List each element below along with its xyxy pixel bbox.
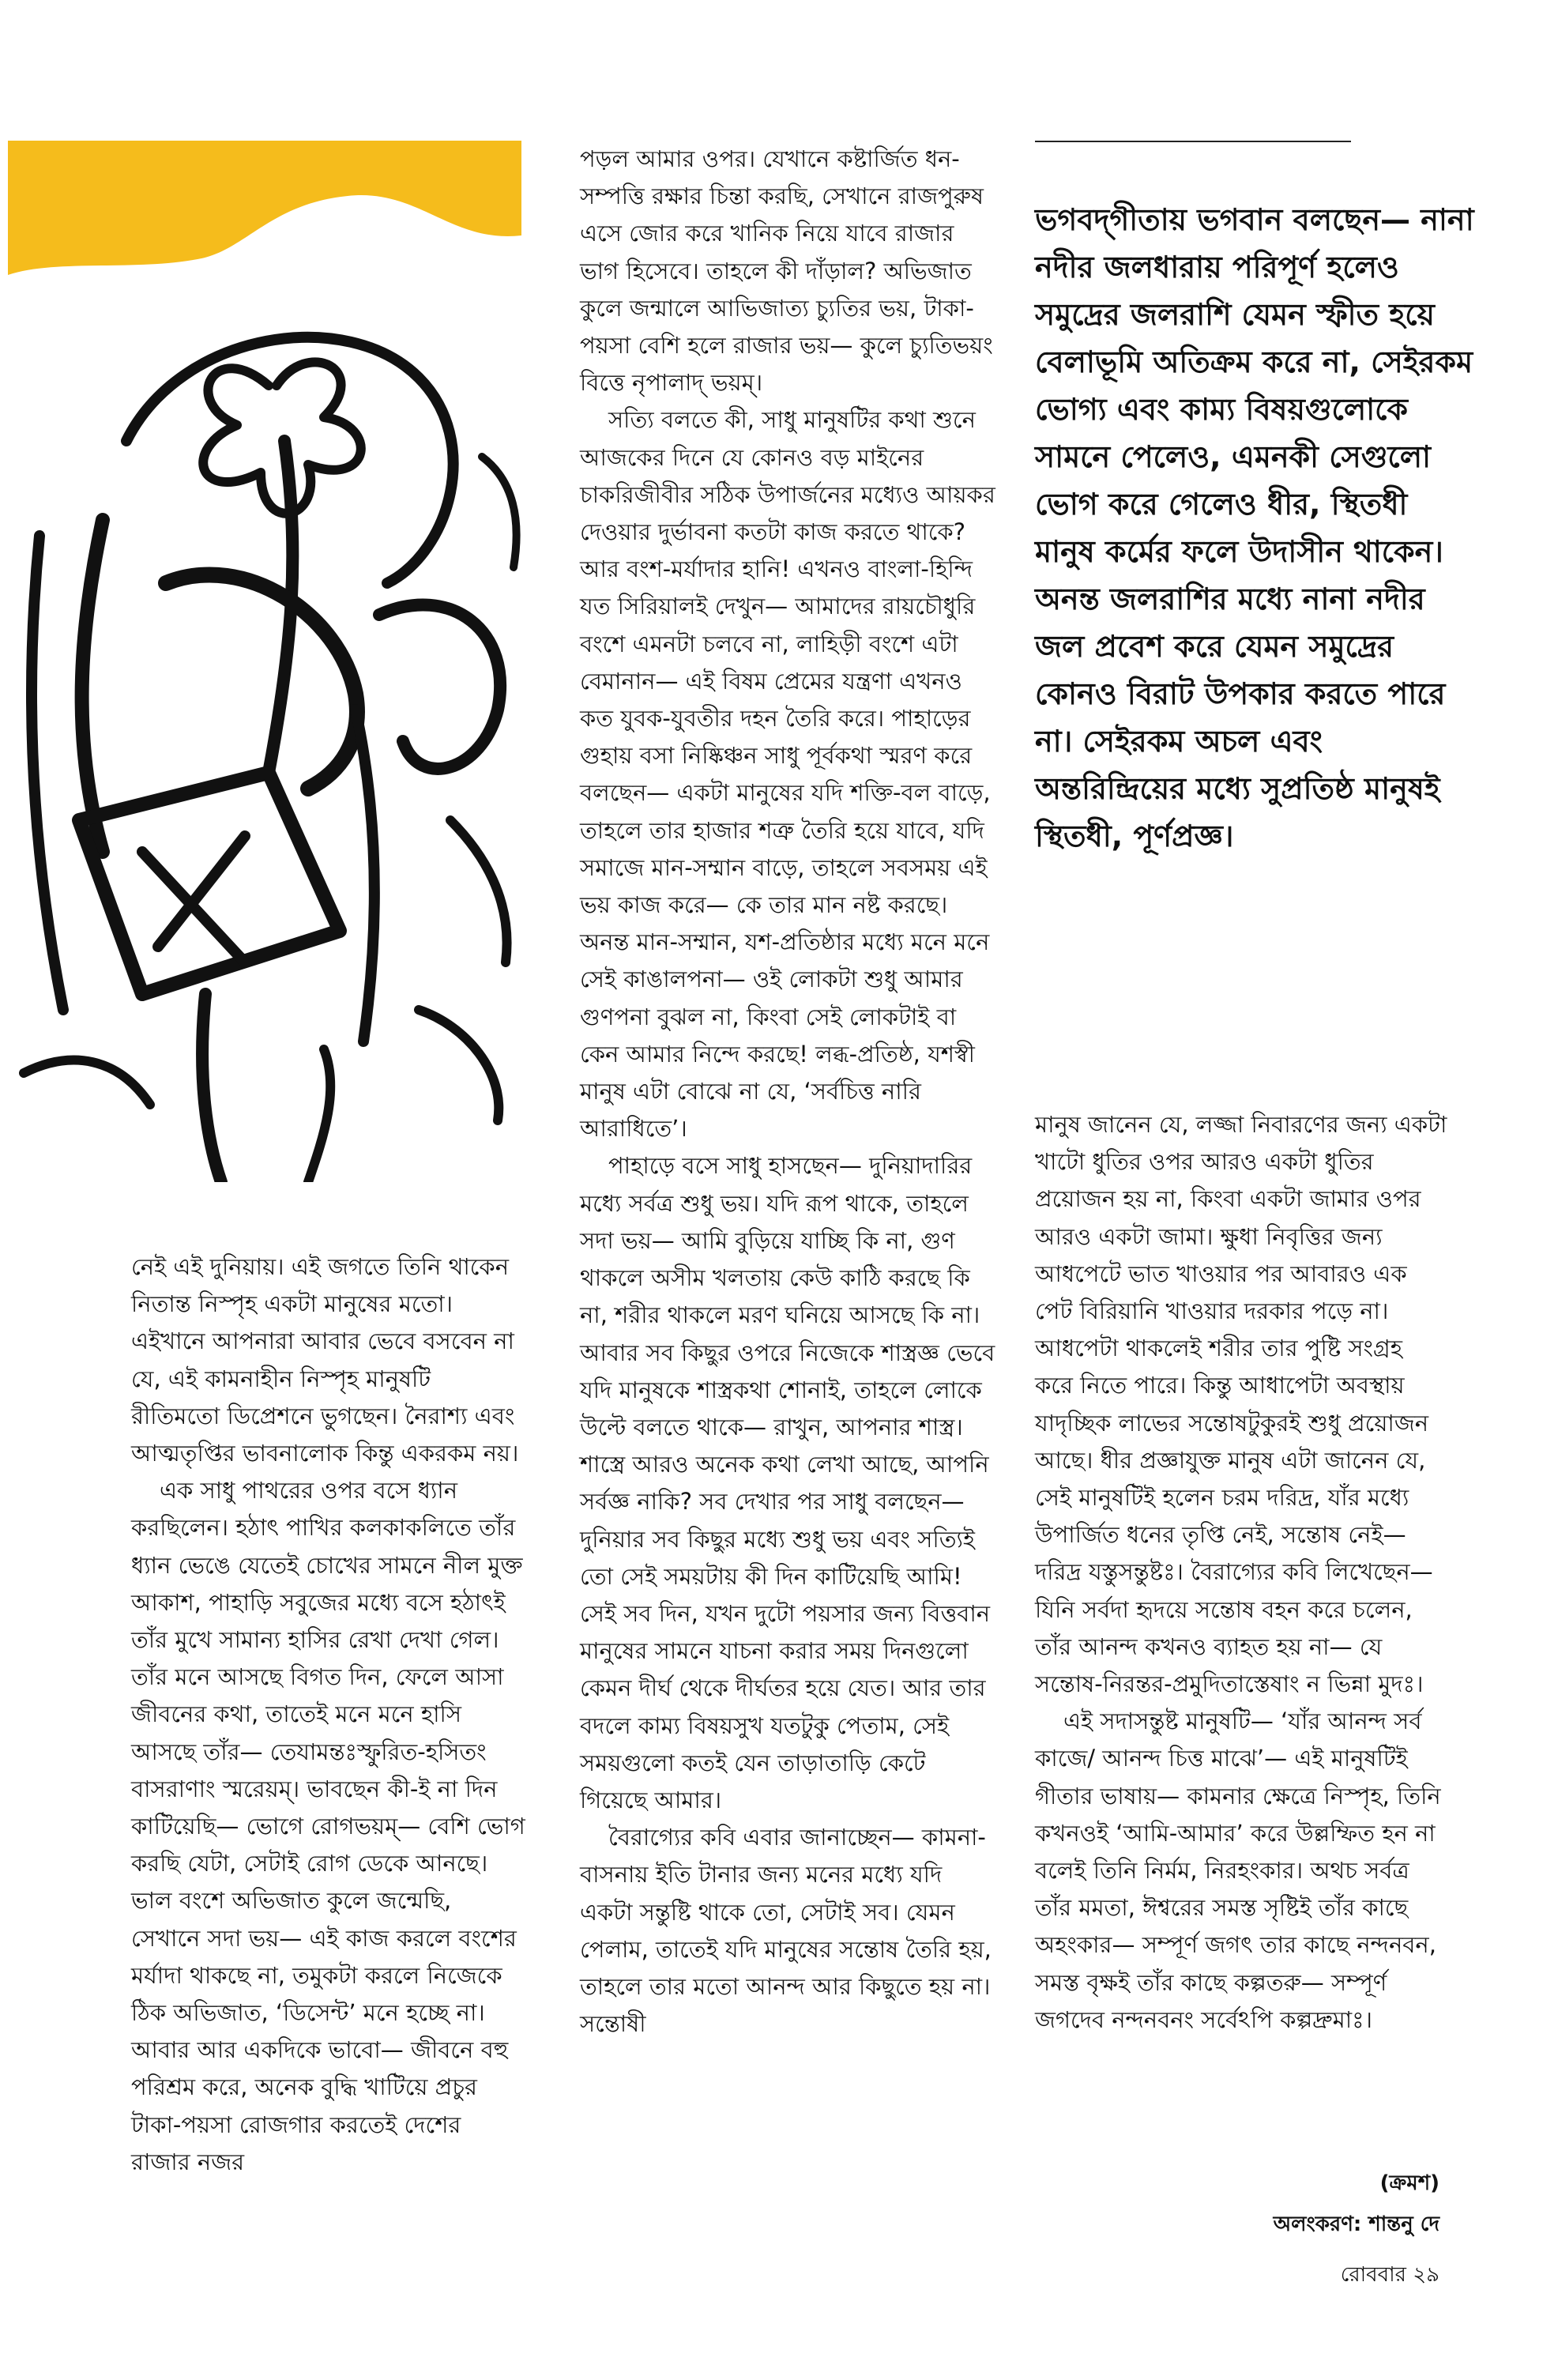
column2-paragraph-4: বৈরাগ্যের কবি এবার জানাচ্ছেন— কামনা-বাসনায় ইতি টানার জন্য মনের মধ্যে যদি একটা সন্তুষ্টি থাকে তো, সেটাই সব। যেমন পেলাম, তাতেই যদি মানুষের সন্তোষ তৈরি হয়, তাহলে তার মতো আনন্দ আর কিছুতে হয় না। সন্তোষী [580, 1824, 992, 2038]
column3-paragraph-1: মানুষ জানেন যে, লজ্জা নিবারণের জন্য একটা খাটো ধুতির ওপর আরও একটা ধুতির প্রয়োজন হয় না, কিংবা একটা জামার ওপর আরও একটা জামা। ক্ষুধা নিবৃত্তির জন্য আধপেটে ভাত খাওয়ার পর আবারও এক পেট বিরিয়ানি খাওয়ার দরকার পড়ে না। আধপেটা থাকলেই শরীর তার পুষ্টি সংগ্রহ করে নিতে পারে। কিন্তু আধাপেটা অবস্থায় যাদৃচ্ছিক লাভের সন্তোষটুকুরই শুধু প্রয়োজন আছে। ধীর প্রজ্ঞাযুক্ত মানুষ এটা জানেন যে, সেই মানুষটিই হলেন চরম দরিদ্র, যাঁর মধ্যে উপার্জিত ধনের তৃপ্তি নেই, সন্তোষ নেই— দরিদ্র যস্তুসন্তুষ্টঃ। বৈরাগ্যের কবি লিখেছেন— যিনি সর্বদা হৃদয়ে সন্তোষ বহন করে চলেন, তাঁর আনন্দ কখনও ব্যাহত হয় না— যে সন্তোষ-নিরন্তর-প্রমুদিতাস্তেষাং ন ভিন্না মুদঃ। [1035, 1111, 1447, 1698]
column2-paragraph-3: পাহাড়ে বসে সাধু হাসছেন— দুনিয়াদারির মধ্যে সর্বত্র শুধু ভয়। যদি রূপ থাকে, তাহলে সদা ভয়— আমি বুড়িয়ে যাচ্ছি কি না, গুণ থাকলে অসীম খলতায় কেউ কাঠি করছে কি না, শরীর থাকলে মরণ ঘনিয়ে আসছে কি না। আবার সব কিছুর ওপরে নিজেকে শাস্ত্রজ্ঞ ভেবে যদি মানুষকে শাস্ত্রকথা শোনাই, তাহলে লোকে উল্টে বলতে থাকে— রাখুন, আপনার শাস্ত্র। শাস্ত্রে আরও অনেক কথা লেখা আছে, আপনি সর্বজ্ঞ নাকি? সব দেখার পর সাধু বলছেন— দুনিয়ার সব কিছুর মধ্যে শুধু ভয় এবং সত্যিই তো সেই সময়টায় কী দিন কাটিয়েছি আমি! সেই সব দিন, যখন দুটো পয়সার জন্য বিত্তবান মানুষের সামনে যাচনা করার সময় দিনগুলো কেমন দীর্ঘ থেকে দীর্ঘতর হয়ে যেত। আর তার বদলে কাম্য বিষয়সুখ যতটুকু পেতাম, সেই সময়গুলো কতই যেন তাড়াতাড়ি কেটে গিয়েছে আমার। [580, 1152, 995, 1813]
column2-paragraph-2: সত্যি বলতে কী, সাধু মানুষটির কথা শুনে আজকের দিনে যে কোনও বড় মাইনের চাকরিজীবীর সঠিক উপার্জনের মধ্যেও আয়কর দেওয়ার দুর্ভাবনা কতটা কাজ করতে থাকে? আর বংশ-মর্যাদার হানি! এখনও বাংলা-হিন্দি যত সিরিয়ালই দেখুন— আমাদের রায়চৌধুরি বংশে এমনটা চলবে না, লাহিড়ী বংশে এটা বেমানান— এই বিষম প্রেমের যন্ত্রণা এখনও কত যুবক-যুবতীর দহন তৈরি করে। পাহাড়ের গুহায় বসা নিষ্কিঞ্চন সাধু পূর্বকথা স্মরণ করে বলছেন— একটা মানুষের যদি শক্তি-বল বাড়ে, তাহলে তার হাজার শত্রু তৈরি হয়ে যাবে, যদি সমাজে মান-সম্মান বাড়ে, তাহলে সবসময় এই ভয় কাজ করে— কে তার মান নষ্ট করছে। অনন্ত মান-সম্মান, যশ-প্রতিষ্ঠার মধ্যে মনে মনে সেই কাঙালপনা— ওই লোকটা শুধু আমার গুণপনা বুঝল না, কিংবা সেই লোকটাই বা কেন আমার নিন্দে করছে! লব্ধ-প্রতিষ্ঠ, যশস্বী মানুষ এটা বোঝে না যে, ‘সর্বচিত্ত নারি আরাধিতে’। [580, 406, 995, 1143]
column1-paragraph-2: এক সাধু পাথরের ওপর বসে ধ্যান করছিলেন। হঠাৎ পাখির কলকাকলিতে তাঁর ধ্যান ভেঙে যেতেই চোখের সামনে নীল মুক্ত আকাশ, পাহাড়ি সবুজের মধ্যে বসে হঠাৎই তাঁর মুখে সামান্য হাসির রেখা দেখা গেল। তাঁর মনে আসছে বিগত দিন, ফেলে আসা জীবনের কথা, তাতেই মনে মনে হাসি আসছে তাঁর— তেযামন্তঃস্ফুরিত-হসিতং বাসরাণাং স্মরেয়ম্। ভাবছেন কী-ই না দিন কাটিয়েছি— ভোগে রোগভয়ম্— বেশি ভোগ করছি যেটা, সেটাই রোগ ডেকে আনছে। ভাল বংশে অভিজাত কুলে জন্মেছি, সেখানে সদা ভয়— এই কাজ করলে বংশের মর্যাদা থাকছে না, তমুকটা করলে নিজেকে ঠিক অভিজাত, ‘ডিসেন্ট’ মনে হচ্ছে না। আবার আর একদিকে ভাবো— জীবনে বহু পরিশ্রম করে, অনেক বুদ্ধি খাটিয়ে প্রচুর টাকা-পয়সা রোজগার করতেই দেশের রাজার নজর [131, 1477, 525, 2175]
illustration [8, 141, 521, 1182]
article-column-3 [1035, 1106, 1447, 2039]
continued-marker: (ক্রমশ) [1379, 2171, 1439, 2195]
illustration-credit: অলংকরণ: শান্তনু দে [1273, 2212, 1439, 2236]
article-column-1 [131, 1248, 526, 2181]
column3-paragraph-2: এই সদাসন্তুষ্ট মানুষটি— ‘যাঁর আনন্দ সর্ব কাজে/ আনন্দ চিত্ত মাঝে’— এই মানুষটিই গীতার ভাষায়— কামনার ক্ষেত্রে নিস্পৃহ, তিনি কখনওই ‘আমি-আমার’ করে উল্লম্ফিত হন না বলেই তিনি নির্মম, নিরহংকার। অথচ সর্বত্র তাঁর মমতা, ঈশ্বরের সমস্ত সৃষ্টিই তাঁর কাছে অহংকার— সম্পূর্ণ জগৎ তার কাছে নন্দনবন, সমস্ত বৃক্ষই তাঁর কাছে কল্পতরু— সম্পূর্ণ জগদেব নন্দনবনং সর্বেঽপি কল্পদ্রুমাঃ। [1035, 1708, 1441, 2033]
column2-paragraph-1: পড়ল আমার ওপর। যেখানে কষ্টার্জিত ধন-সম্পত্তি রক্ষার চিন্তা করছি, সেখানে রাজপুরুষ এসে জোর করে খানিক নিয়ে যাবে রাজার ভাগ হিসেবে। তাহলে কী দাঁড়াল? অভিজাত কুলে জন্মালে আভিজাত্য চ্যুতির ভয়, টাকা-পয়সা বেশি হলে রাজার ভয়— কুলে চ্যুতিভয়ং বিত্তে নৃপালাদ্ ভয়ম্। [580, 145, 993, 397]
page-folio: রোববার ২৯ [1340, 2263, 1439, 2287]
article-column-2 [580, 141, 995, 2043]
pullquote-rule [1035, 141, 1351, 142]
column1-paragraph-1: নেই এই দুনিয়ায়। এই জগতে তিনি থাকেন নিতান্ত নিস্পৃহ একটা মানুষের মতো। এইখানে আপনারা আবার ভেবে বসবেন না যে, এই কামনাহীন নিস্পৃহ মানুষটি রীতিমতো ডিপ্রেশনে ভুগছেন। নৈরাশ্য এবং আত্মতৃপ্তির ভাবনালোক কিন্তু একরকম নয়। [131, 1253, 519, 1467]
pullquote: ভগবদ্‌গীতায় ভগবান বলছেন— নানা নদীর জলধারায় পরিপূর্ণ হলেও সমুদ্রের জলরাশি যেমন স্ফীত হয়ে বেলাভূমি অতিক্রম করে না, সেইরকম ভোগ্য এবং কাম্য বিষয়গুলোকে সামনে পেলেও, এমনকী সেগুলো ভোগ করে গেলেও ধীর, স্থিতধী মানুষ কর্মের ফলে উদাসীন থাকেন। অনন্ত জলরাশির মধ্যে নানা নদীর জল প্রবেশ করে যেমন সমুদ্রের কোনও বিরাট উপকার করতে পারে না। সেইরকম অচল এবং অন্তরিন্দ্রিয়ের মধ্যে সুপ্রতিষ্ঠ মানুষই স্থিতধী, পূর্ণপ্রজ্ঞ। [1035, 202, 1474, 853]
